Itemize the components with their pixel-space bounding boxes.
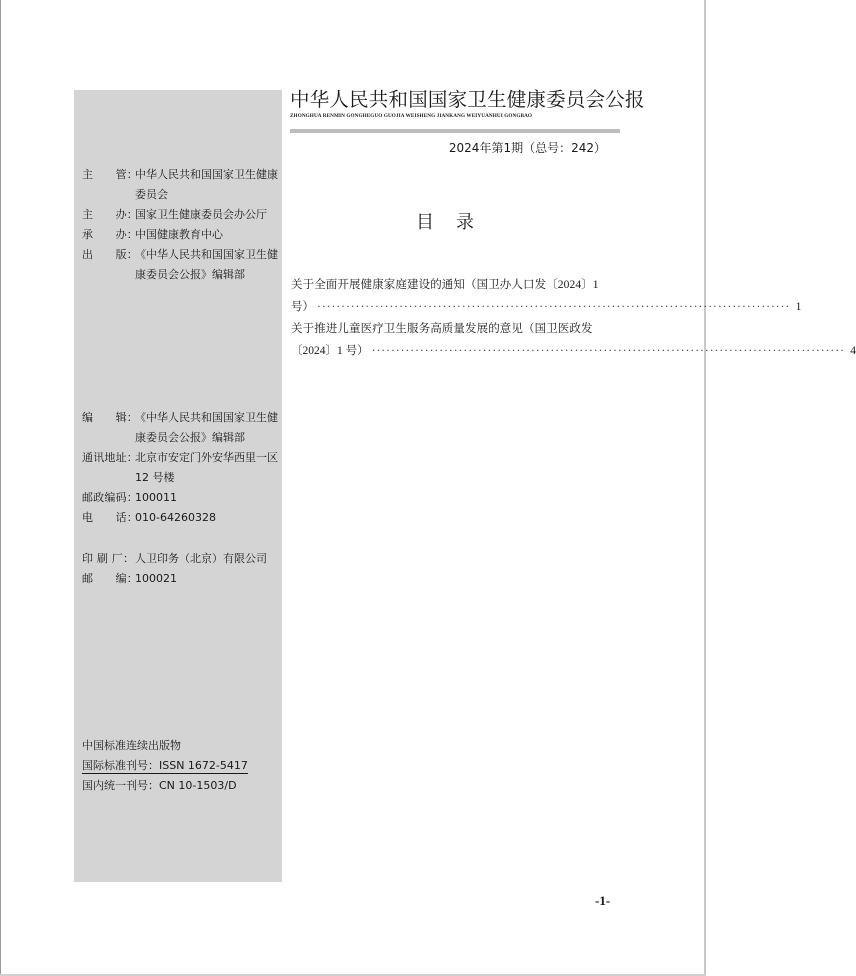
toc-page-number[interactable]: 4 [850,345,856,357]
toc-entry-continuation[interactable] [291,340,856,362]
info-value: 100011 [135,491,177,504]
info-row-address [82,448,282,488]
info-label: 通讯地址： [82,451,138,464]
info-row-editor [82,408,282,448]
info-label: 承 办： [82,228,138,241]
info-row-phone [82,508,282,528]
printer-info [82,549,267,589]
info-label: 印 刷 厂： [82,552,135,565]
page-number: -1- [595,893,611,908]
toc-heading: 目录 [416,212,496,233]
info-label: 邮政编码： [82,491,138,504]
info-label: 主 管： [82,168,138,181]
serial-publication-label: 中国标准连续出版物 [82,739,181,752]
page-edge-left [0,0,1,976]
info-label: 邮 编： [82,572,138,585]
info-row-organizer [82,225,282,245]
info-label: 电 话： [82,511,138,524]
cn-value: CN 10-1503/D [159,779,237,792]
toc-entry-continuation[interactable] [291,296,802,318]
info-label: 主 办： [82,208,138,221]
info-row-sponsor [82,205,282,225]
editorial-info [82,408,282,528]
toc-entry-title-end[interactable]: 〔2024〕1 号） [291,345,369,357]
toc-entry-title-end[interactable]: 号） [291,301,314,313]
info-value: 中国健康教育中心 [135,228,223,241]
toc-leader-dots: ·································································································· [371,345,845,357]
issn-line [82,756,248,776]
toc-leader-dots: ·································································································· [317,301,791,313]
toc-entry-title[interactable]: 关于全面开展健康家庭建设的通知（国卫办人口发〔2024〕1 [291,279,599,291]
toc-entry[interactable] [291,318,856,362]
info-value: 北京市安定门外安华西里一区 12 号楼 [135,451,278,484]
table-of-contents [291,274,856,362]
info-value: 100021 [135,572,177,585]
toc-page-number[interactable]: 1 [795,301,802,313]
info-row-printer [82,549,267,569]
masthead-sidebar [74,90,282,882]
info-label: 编 辑： [82,411,138,424]
journal-pinyin: ZHONGHUA RENMIN GONGHEGUO GUOJIA WEISHENG JIANKANG WEIYUANHUI GONGBAO [290,113,533,119]
info-row-publisher [82,245,282,285]
info-value: 中华人民共和国国家卫生健康委员会 [135,168,278,201]
info-row-postcode [82,488,282,508]
info-row-printer-postcode [82,569,267,589]
title-rule [290,129,620,133]
issue-number: 2024年第1期（总号：242） [448,141,606,155]
info-row-supervisor [82,165,282,205]
info-value: 国家卫生健康委员会办公厅 [135,208,267,221]
toc-entry-title[interactable]: 关于推进儿童医疗卫生服务高质量发展的意见（国卫医政发 [291,323,593,335]
info-value: 《中华人民共和国国家卫生健康委员会公报》编辑部 [135,411,278,444]
info-value: 《中华人民共和国国家卫生健康委员会公报》编辑部 [135,248,278,281]
info-label: 出 版： [82,248,138,261]
page-edge-right [704,0,706,976]
toc-entry[interactable] [291,274,802,318]
journal-title: 中华人民共和国国家卫生健康委员会公报 [290,88,645,111]
cn-line [82,776,248,796]
issn-value: ISSN 1672-5417 [159,759,248,772]
publisher-info [82,165,282,285]
cn-label: 国内统一刊号： [82,779,159,792]
info-value: 010-64260328 [135,511,216,524]
issn-label: 国际标准刊号： [82,759,159,772]
serial-numbers [82,736,248,796]
info-value: 人卫印务（北京）有限公司 [135,552,267,565]
